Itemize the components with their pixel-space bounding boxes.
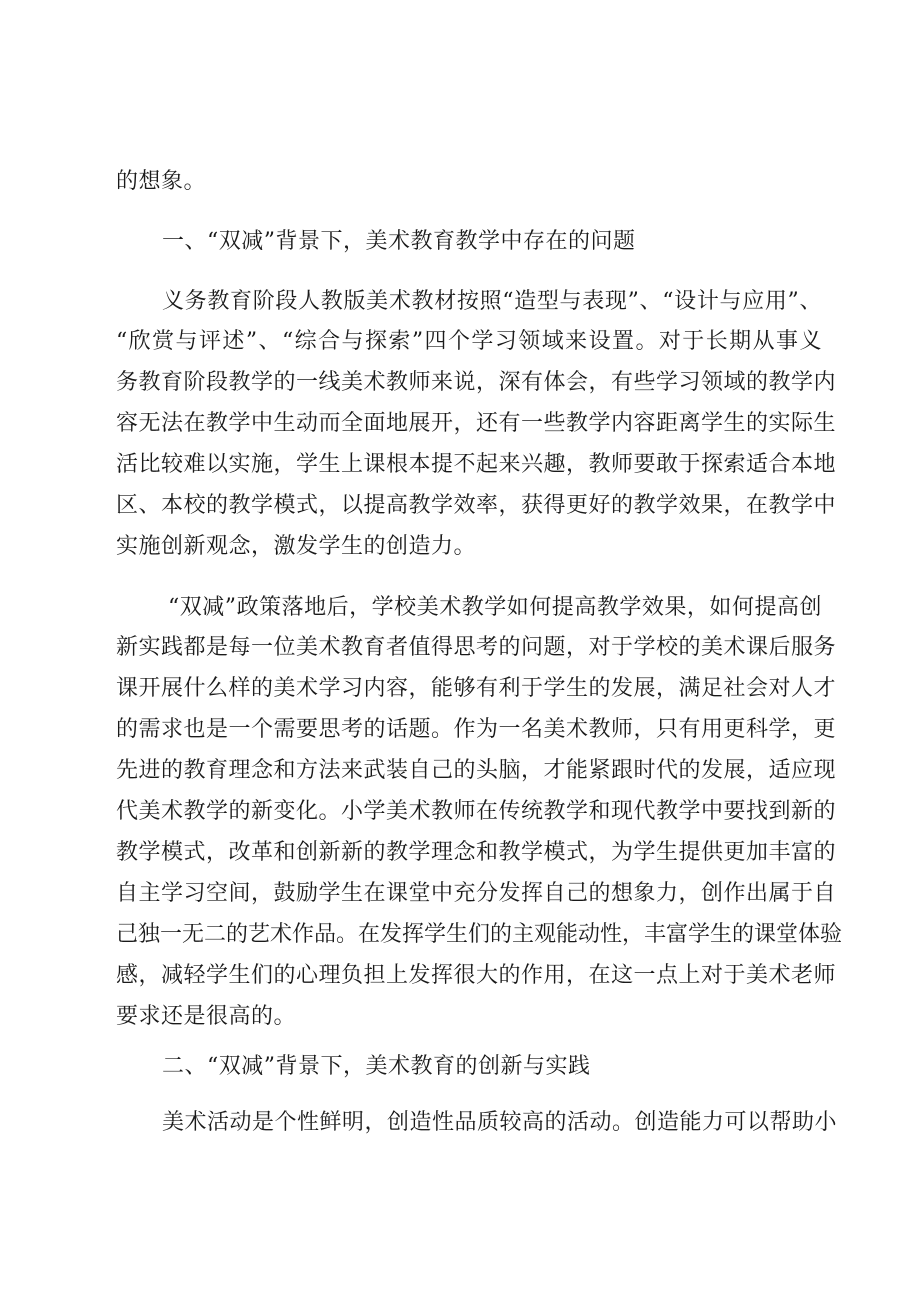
section-heading-2: 二、“双减”背景下，美术教育的创新与实践	[162, 1054, 591, 1079]
paragraph-2-line-6: 代美术教学的新变化。小学美术教师在传统教学和现代教学中要找到新的	[116, 799, 837, 824]
paragraph-3-line-1: 美术活动是个性鲜明，创造性品质较高的活动。创造能力可以帮助小	[162, 1110, 838, 1135]
paragraph-2-line-9: 己独一无二的艺术作品。在发挥学生们的主观能动性，丰富学生的课堂体验	[116, 922, 843, 947]
paragraph-continuation: 的想象。	[116, 169, 207, 194]
paragraph-1-line-5: 活比较难以实施，学生上课根本提不起来兴趣，教师要敢于探索适合本地	[116, 452, 837, 477]
paragraph-1-line-2: “欣赏与评述”、“综合与探索”四个学习领域来设置。对于长期从事义	[116, 329, 822, 354]
paragraph-2-line-10: 感，减轻学生们的心理负担上发挥很大的作用，在这一点上对于美术老师	[116, 963, 837, 988]
paragraph-2-line-1: “双减”政策落地后，学校美术教学如何提高教学效果，如何提高创	[168, 595, 822, 620]
section-heading-1: 一、“双减”背景下，美术教育教学中存在的问题	[162, 229, 636, 254]
paragraph-1-line-4: 容无法在教学中生动而全面地展开，还有一些教学内容距离学生的实际生	[116, 411, 837, 436]
paragraph-1-line-3: 务教育阶段教学的一线美术教师来说，深有体会，有些学习领域的教学内	[116, 370, 837, 395]
paragraph-2-line-8: 自主学习空间，鼓励学生在课堂中充分发挥自己的想象力，创作出属于自	[116, 881, 837, 906]
paragraph-2-line-5: 先进的教育理念和方法来武装自己的头脑，才能紧跟时代的发展，适应现	[116, 758, 837, 783]
paragraph-2-line-4: 的需求也是一个需要思考的话题。作为一名美术教师，只有用更科学，更	[116, 717, 837, 742]
paragraph-2-line-7: 教学模式，改革和创新新的教学理念和教学模式，为学生提供更加丰富的	[116, 840, 837, 865]
paragraph-2-line-2: 新实践都是每一位美术教育者值得思考的问题，对于学校的美术课后服务	[116, 635, 837, 660]
paragraph-1-line-7: 实施创新观念，激发学生的创造力。	[116, 534, 477, 559]
paragraph-2-line-3: 课开展什么样的美术学习内容，能够有利于学生的发展，满足社会对人才	[116, 676, 837, 701]
paragraph-1-line-1: 义务教育阶段人教版美术教材按照“造型与表现”、“设计与应用”、	[162, 289, 822, 314]
paragraph-1-line-6: 区、本校的教学模式，以提高教学效率，获得更好的教学效果，在教学中	[116, 493, 837, 518]
paragraph-2-line-11: 要求还是很高的。	[116, 1004, 297, 1029]
